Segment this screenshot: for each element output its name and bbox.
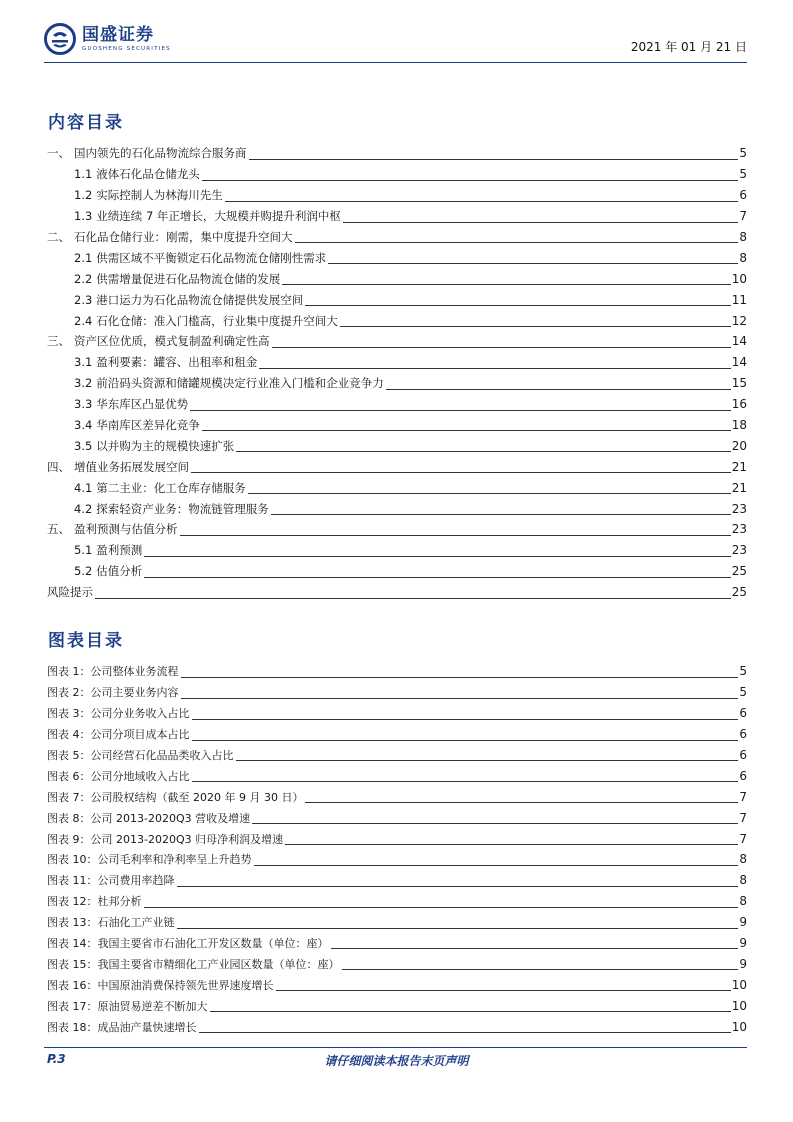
figure-entry-label: 图表 11：公司费用率趋降 — [47, 874, 175, 888]
dot-leader — [328, 262, 738, 264]
toc-entry-label — [74, 166, 202, 182]
dot-leader — [225, 200, 739, 202]
dot-leader — [252, 822, 738, 824]
toc-entry-number: 五、 — [47, 522, 70, 537]
figure-entry-page: 10 — [731, 1019, 747, 1034]
toc-entry-page: 5 — [739, 146, 747, 161]
figure-entry-label: 图表 4：公司分项目成本占比 — [47, 728, 190, 742]
figure-entry-page: 7 — [739, 810, 747, 825]
dot-leader — [181, 697, 739, 699]
toc-entry-number: 3.5 — [74, 438, 93, 453]
figure-entry-page: 9 — [739, 915, 747, 930]
figure-entry[interactable] — [47, 703, 747, 724]
toc-entry-label — [74, 438, 236, 454]
toc-entry-text: 增值业务拓展发展空间 — [74, 459, 189, 474]
toc-entry-label — [47, 145, 249, 161]
toc-entry-label — [74, 501, 271, 517]
toc-entry-number: 3.4 — [74, 418, 93, 433]
dot-leader — [271, 513, 731, 515]
toc-entry[interactable] — [47, 247, 747, 268]
toc-entry-text: 盈利要素：罐容、出租率和租金 — [96, 355, 258, 370]
figure-entry-label: 图表 10：公司毛利率和净利率呈上升趋势 — [47, 853, 252, 867]
toc-entry-label — [74, 208, 343, 224]
toc-entry-label — [74, 313, 340, 329]
toc-entry[interactable] — [47, 415, 747, 436]
header-divider — [44, 62, 747, 63]
page-header — [44, 22, 747, 60]
toc-entry-page: 25 — [731, 564, 747, 579]
toc-entry[interactable] — [47, 477, 747, 498]
toc-entry-page: 10 — [731, 271, 747, 286]
dot-leader — [276, 989, 731, 991]
toc-entry-number: 1.1 — [74, 167, 93, 182]
toc-entry[interactable] — [47, 435, 747, 456]
figure-entry[interactable] — [47, 870, 747, 891]
toc-entry-page: 8 — [739, 230, 747, 244]
figure-entry[interactable] — [47, 891, 747, 912]
dot-leader — [95, 597, 731, 599]
report-date: 2021 年 01 月 21 日 — [630, 40, 747, 54]
toc-entry[interactable] — [47, 310, 747, 331]
toc-entry-number: 4.1 — [74, 480, 93, 495]
toc-entry-text: 国内领先的石化品物流综合服务商 — [74, 146, 247, 161]
toc-entry-label — [74, 396, 190, 412]
dot-leader — [305, 801, 738, 803]
figure-entry-page: 7 — [739, 831, 747, 846]
guosheng-logo-icon — [44, 23, 76, 55]
disclaimer-note: 请仔细阅读本报告末页声明 — [324, 1054, 469, 1068]
figure-entry-page: 5 — [739, 664, 747, 679]
toc-entry-text: 资产区位优质，模式复制盈利确定性高 — [74, 334, 270, 349]
toc-entry-text: 盈利预测 — [96, 543, 143, 558]
toc-entry-number: 2.2 — [74, 271, 93, 286]
dot-leader — [192, 718, 739, 720]
figures-list — [47, 661, 747, 1037]
toc-entry-label — [74, 250, 328, 266]
figure-entry-label: 图表 9：公司 2013-2020Q3 归母净利润及增速 — [47, 832, 284, 846]
dot-leader — [259, 367, 730, 369]
toc-entry-text: 供需区域不平衡锁定石化品物流仓储刚性需求 — [96, 250, 327, 265]
dot-leader — [342, 968, 739, 970]
figure-entry[interactable] — [47, 765, 747, 786]
dot-leader — [190, 409, 730, 411]
toc-entry-label — [47, 584, 95, 600]
figure-entry[interactable] — [47, 912, 747, 933]
dot-leader — [144, 555, 730, 557]
toc-entry[interactable] — [47, 519, 747, 540]
toc-entry-page: 23 — [731, 522, 747, 537]
page-number: P.3 — [47, 1052, 66, 1066]
figure-entry[interactable] — [47, 661, 747, 682]
figure-entry-label: 图表 12：杜邦分析 — [47, 895, 142, 909]
figure-entry-page: 6 — [739, 768, 747, 783]
dot-leader — [282, 283, 730, 285]
figure-entry[interactable] — [47, 786, 747, 807]
toc-entry-page: 5 — [739, 167, 747, 182]
contents-list — [47, 143, 747, 603]
toc-entry-page: 8 — [739, 250, 747, 265]
toc-entry-label — [74, 271, 282, 287]
toc-entry-number: 3.3 — [74, 397, 93, 412]
dot-leader — [177, 927, 739, 929]
figure-entry-page: 6 — [739, 706, 747, 721]
dot-leader — [272, 346, 731, 348]
toc-entry-page: 6 — [739, 188, 747, 203]
toc-entry-page: 20 — [731, 438, 747, 453]
toc-entry-number: 1.2 — [74, 188, 93, 203]
toc-entry-text: 石化品仓储行业：刚需，集中度提升空间大 — [74, 230, 293, 244]
figure-entry-label: 图表 8：公司 2013-2020Q3 营收及增速 — [47, 811, 251, 825]
toc-entry-number: 3.1 — [74, 355, 93, 370]
toc-entry-page: 14 — [731, 355, 747, 370]
figure-entry[interactable] — [47, 682, 747, 703]
toc-entry-text: 第二主业：化工仓库存储服务 — [96, 480, 246, 495]
figure-entry-label: 图表 15：我国主要省市精细化工产业园区数量（单位：座） — [47, 957, 340, 971]
figure-entry-page: 9 — [739, 956, 747, 971]
toc-entry-label — [74, 354, 259, 370]
toc-entry-text: 业绩连续 7 年正增长，大规模并购提升利润中枢 — [96, 209, 341, 224]
toc-entry-number: 三、 — [47, 334, 70, 349]
toc-entry-text: 供需增量促进石化品物流仓储的发展 — [96, 271, 281, 286]
dot-leader — [236, 450, 730, 452]
figure-entry[interactable] — [47, 849, 747, 870]
toc-entry-number: 1.3 — [74, 209, 93, 224]
toc-entry[interactable] — [47, 582, 747, 603]
dot-leader — [295, 241, 739, 243]
toc-entry-page: 11 — [731, 292, 747, 307]
toc-entry-text: 液体石化品仓储龙头 — [96, 167, 200, 182]
toc-entry-text: 石化仓储：准入门槛高，行业集中度提升空间大 — [96, 313, 338, 328]
brand-name-cn: 国盛证券 — [82, 24, 154, 45]
dot-leader — [191, 471, 731, 473]
toc-entry-number: 2.1 — [74, 250, 93, 265]
figure-entry-label: 图表 5：公司经营石化品品类收入占比 — [47, 749, 234, 762]
dot-leader — [305, 304, 730, 306]
toc-entry[interactable] — [47, 561, 747, 582]
dot-leader — [202, 179, 739, 181]
toc-entry-label — [74, 187, 225, 203]
figure-entry[interactable] — [47, 1016, 747, 1037]
figure-entry[interactable] — [47, 953, 747, 974]
toc-entry[interactable] — [47, 331, 747, 352]
toc-entry-label — [74, 542, 144, 558]
dot-leader — [285, 843, 738, 845]
dot-leader — [210, 1010, 731, 1012]
toc-entry-label — [74, 417, 202, 433]
dot-leader — [192, 739, 739, 741]
contents-title: 内容目录 — [48, 113, 124, 133]
figure-entry-label: 图表 1：公司整体业务流程 — [47, 665, 179, 679]
figure-entry-label: 图表 18：成品油产量快速增长 — [47, 1020, 197, 1034]
toc-entry-label — [74, 480, 248, 496]
toc-entry-label — [74, 563, 144, 579]
dot-leader — [144, 576, 730, 578]
toc-entry-page: 18 — [731, 418, 747, 433]
figure-entry-label: 图表 16：中国原油消费保持领先世界速度增长 — [47, 978, 274, 992]
toc-entry-text: 华南库区差异化竞争 — [96, 418, 200, 433]
toc-entry[interactable] — [47, 394, 747, 415]
toc-entry-text: 以并购为主的规模快速扩张 — [96, 438, 235, 453]
figure-entry-page: 7 — [739, 789, 747, 804]
toc-entry-number: 5.2 — [74, 564, 93, 579]
figure-entry[interactable] — [47, 995, 747, 1016]
toc-entry-label — [74, 292, 305, 308]
dot-leader — [248, 492, 731, 494]
toc-entry-number: 四、 — [47, 459, 70, 474]
figure-entry-page: 10 — [731, 998, 747, 1013]
figure-entry-page: 8 — [739, 894, 747, 909]
toc-entry-page: 23 — [731, 501, 747, 516]
dot-leader — [340, 325, 731, 327]
toc-entry-label — [47, 229, 295, 245]
toc-entry[interactable] — [47, 352, 747, 373]
figure-entry[interactable] — [47, 828, 747, 849]
toc-entry[interactable] — [47, 498, 747, 519]
dot-leader — [180, 534, 731, 536]
toc-entry-text: 前沿码头资源和储罐规模决定行业准入门槛和企业竞争力 — [96, 376, 384, 391]
toc-entry-page: 15 — [731, 376, 747, 391]
toc-entry-text: 探索轻资产业务：物流链管理服务 — [96, 501, 269, 516]
figure-entry[interactable] — [47, 933, 747, 954]
dot-leader — [386, 388, 731, 390]
figure-entry[interactable] — [47, 807, 747, 828]
toc-entry[interactable] — [47, 456, 747, 477]
figures-title: 图表目录 — [48, 631, 124, 651]
dot-leader — [254, 864, 739, 866]
figure-entry-page: 8 — [739, 873, 747, 888]
toc-entry[interactable] — [47, 227, 747, 248]
toc-entry-page: 12 — [731, 313, 747, 328]
toc-entry[interactable] — [47, 206, 747, 227]
toc-entry-page: 25 — [731, 585, 747, 600]
toc-entry-page: 7 — [739, 209, 747, 224]
toc-entry-text: 盈利预测与估值分析 — [74, 522, 178, 537]
figure-entry-label: 图表 2：公司主要业务内容 — [47, 686, 179, 700]
toc-entry-label — [47, 521, 180, 537]
toc-entry[interactable] — [47, 373, 747, 394]
toc-entry-text: 华东库区凸显优势 — [96, 397, 189, 412]
figure-entry-label: 图表 6：公司分地域收入占比 — [47, 769, 190, 783]
toc-entry-number: 一、 — [47, 146, 70, 161]
toc-entry[interactable] — [47, 185, 747, 206]
figure-entry-page: 10 — [731, 977, 747, 992]
figure-entry-page: 8 — [739, 852, 747, 867]
dot-leader — [343, 221, 738, 223]
figure-entry-page: 5 — [739, 685, 747, 700]
toc-entry-number: 5.1 — [74, 543, 93, 558]
figure-entry-label: 图表 3：公司分业务收入占比 — [47, 707, 190, 721]
toc-entry-text: 估值分析 — [96, 564, 143, 579]
figure-entry[interactable] — [47, 745, 747, 766]
toc-entry[interactable] — [47, 143, 747, 164]
dot-leader — [144, 906, 739, 908]
brand-logo — [44, 22, 171, 56]
toc-entry[interactable] — [47, 268, 747, 289]
figure-entry[interactable] — [47, 724, 747, 745]
dot-leader — [202, 429, 731, 431]
figure-entry-page: 6 — [739, 748, 747, 762]
toc-entry-number: 二、 — [47, 230, 70, 244]
dot-leader — [177, 885, 739, 887]
toc-entry-page: 14 — [731, 334, 747, 349]
dot-leader — [181, 676, 739, 678]
toc-entry-text: 实际控制人为林海川先生 — [96, 188, 223, 203]
toc-entry-label — [47, 333, 272, 349]
figure-entry[interactable] — [47, 974, 747, 995]
toc-entry[interactable] — [47, 289, 747, 310]
brand-name-en: GUOSHENG SECURITIES — [82, 45, 171, 52]
figure-entry-label: 图表 7：公司股权结构（截至 2020 年 9 月 30 日） — [47, 790, 304, 804]
toc-entry-text: 风险提示 — [47, 585, 93, 600]
figure-entry-label: 图表 14：我国主要省市石油化工开发区数量（单位：座） — [47, 937, 329, 951]
toc-entry-text: 港口运力为石化品物流仓储提供发展空间 — [96, 292, 304, 307]
toc-entry-number: 2.3 — [74, 292, 93, 307]
figure-entry-label: 图表 17：原油贸易逆差不断加大 — [47, 999, 208, 1013]
dot-leader — [236, 759, 739, 761]
figure-entry-page: 9 — [739, 936, 747, 951]
toc-entry[interactable] — [47, 164, 747, 185]
toc-entry-number: 3.2 — [74, 376, 93, 391]
dot-leader — [249, 158, 739, 160]
toc-entry-number: 4.2 — [74, 501, 93, 516]
figure-entry-page: 6 — [739, 727, 747, 742]
toc-entry[interactable] — [47, 540, 747, 561]
toc-entry-page: 21 — [731, 459, 747, 474]
toc-entry-number: 2.4 — [74, 313, 93, 328]
dot-leader — [331, 947, 739, 949]
toc-entry-page: 16 — [731, 397, 747, 412]
dot-leader — [192, 780, 739, 782]
toc-entry-page: 21 — [731, 480, 747, 495]
toc-entry-label — [47, 459, 191, 475]
footer-divider — [44, 1047, 747, 1048]
toc-entry-label — [74, 375, 386, 391]
dot-leader — [199, 1031, 731, 1033]
figure-entry-label: 图表 13：石油化工产业链 — [47, 916, 175, 930]
toc-entry-page: 23 — [731, 543, 747, 558]
